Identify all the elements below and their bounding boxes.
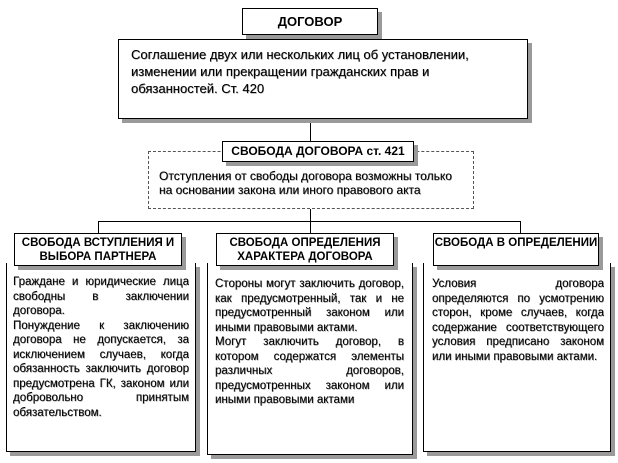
column-1-text: [13, 275, 189, 447]
column-3-paragraph-1: Условия договора определяются по усмотрению сторон, кроме случаев, когда содержание соответствующего условия предписано законом или иными правовыми актами.: [432, 278, 604, 363]
column-1-header: [14, 233, 182, 266]
definition-box: [118, 39, 528, 119]
column-1-paragraph-1: Граждане и юридические лица свободны в заключении договора.: [13, 276, 189, 317]
column-2-paragraph-1: Стороны могут заключить договор, как предусмотренный, так и не предусмотренный законом или иными правовыми актами.: [215, 278, 404, 334]
connector-mid: [310, 118, 311, 142]
contract-title: ДОГОВОР: [277, 14, 343, 29]
column-3-title: СВОБОДА В ОПРЕДЕЛЕНИИ: [434, 237, 598, 249]
column-2-text: [215, 277, 404, 452]
column-2-title: СВОБОДА ОПРЕДЕЛЕНИЯ ХАРАКТЕРА ДОГОВОРА: [229, 237, 381, 263]
contract-title-box: [242, 8, 378, 35]
connector-horizontal: [98, 221, 520, 222]
column-1-paragraph-2: Понуждение к заключению договора не допускается, за исключением случаев, когда обязанность заключить договор предусмотрена ГК, законом или добровольно принятым обязательством.: [13, 319, 189, 419]
definition-text: Соглашение двух или нескольких лиц об установлении, изменении или прекращении гражданских прав и обязанностей. Ст. 420: [131, 47, 469, 96]
freedom-note: Отступления от свободы договора возможны только на основании закона или иного правового акта: [159, 169, 452, 197]
column-2-fade: [215, 440, 404, 452]
column-3-header: [433, 233, 599, 266]
column-1-title: СВОБОДА ВСТУПЛЕНИЯ И ВЫБОРА ПАРТНЕРА: [21, 237, 175, 263]
freedom-title: СВОБОДА ДОГОВОРА ст. 421: [231, 144, 405, 158]
freedom-title-box: [222, 141, 414, 162]
column-2-header: [216, 233, 394, 266]
column-3-text: [432, 277, 604, 447]
column-2-paragraph-2: Могут заключить договор, в котором содержатся элементы различных договоров, предусмотренных законом или иными правовыми актами: [215, 336, 404, 406]
connector-freedom-down: [310, 208, 311, 222]
